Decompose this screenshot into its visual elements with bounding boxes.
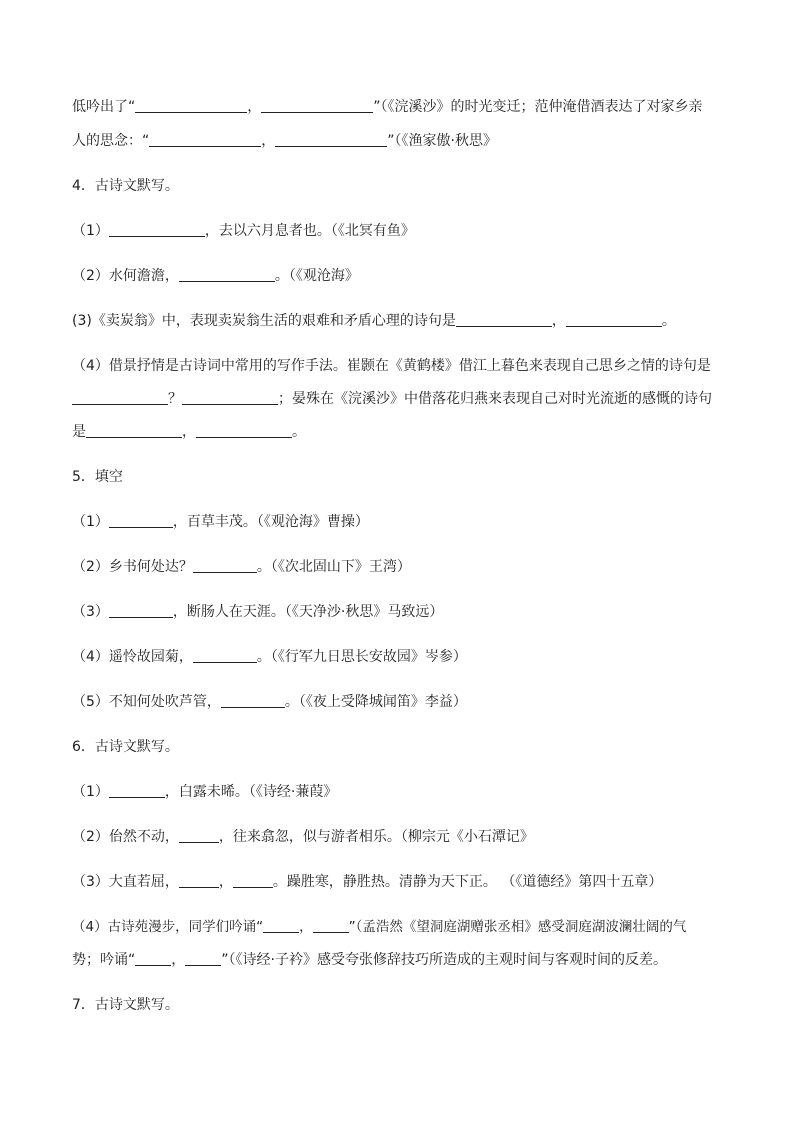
text: 低吟出了“ [72,99,136,115]
answer-blank[interactable] [566,312,662,327]
text: ，白露未晞。（《诗经·蒹葭》 [164,784,338,800]
text: （1） [72,514,109,530]
text: (3)《卖炭翁》中，表现卖炭翁生活的艰难和矛盾心理的诗句是 [72,313,456,329]
text: 。躁胜寒，静胜热。清静为天下正。 （《道德经》第四十五章） [272,874,663,890]
q7-title: 7．古诗文默写。 [72,997,179,1013]
text: （3）大直若屈， [72,874,179,890]
text: ， [218,874,233,890]
text: 。（《次北固山下》王湾） [256,559,411,575]
text: 。（《行军九日思长安故园》岑参） [256,649,467,665]
text: ， [299,919,313,935]
q6-item-2 [72,826,534,848]
answer-blank[interactable] [275,132,387,147]
answer-blank[interactable] [196,423,292,438]
text: ，去以六月息者也。（《北冥有鱼》 [204,223,415,239]
text: 势；吟诵“ [72,952,136,968]
q6-item-4-line-2 [72,949,667,971]
text: （5）不知何处吹芦管， [72,694,221,710]
q5-item-1 [72,511,369,533]
text: 。（《观沧海》 [274,268,359,284]
text: （1） [72,784,109,800]
answer-blank[interactable] [86,423,182,438]
answer-blank[interactable] [109,513,173,528]
text: 是 [72,424,86,440]
text: ， [182,424,196,440]
answer-blank[interactable] [109,222,205,237]
q5-item-2 [72,556,411,578]
text: ， [261,133,276,149]
text: ”（《浣溪沙》的时光变迁；范仲淹借酒表达了对家乡亲 [373,99,703,115]
answer-blank[interactable] [221,693,285,708]
text: （4）古诗苑漫步，同学们吟诵“ [72,919,264,935]
q6-title: 6．古诗文默写。 [72,739,179,755]
text: 人的思念：“ [72,133,150,149]
q5-item-3 [72,601,443,623]
text: ？ [168,391,182,407]
text: ，断肠人在天涯。（《天净沙·秋思》马致远） [172,604,444,620]
q3-line-1 [72,96,703,118]
q4-title: 4．古诗文默写。 [72,178,179,194]
q4-item-3 [72,310,676,332]
text: 。 [292,424,306,440]
q5-title: 5．填空 [72,469,123,485]
text: ”（孟浩然《望洞庭湖赠张丞相》感受洞庭湖波澜壮阔的气 [348,919,687,935]
text: 。 [661,313,676,329]
answer-blank[interactable] [261,98,373,113]
answer-blank[interactable] [72,390,168,405]
text: （2）乡书何处达？ [72,559,193,575]
text: ，百草丰茂。（《观沧海》曹操） [172,514,369,530]
text: ， [551,313,566,329]
answer-blank[interactable] [193,558,257,573]
answer-blank[interactable] [182,390,278,405]
answer-blank[interactable] [233,873,273,888]
q5-item-4 [72,646,467,668]
text: ；晏殊在《浣溪沙》中借落花归燕来表现自己对时光流逝的感慨的诗句 [278,391,712,407]
text: 。（《夜上受降城闻笛》李益） [284,694,467,710]
answer-blank[interactable] [313,918,349,933]
text: （2）佁然不动， [72,829,179,845]
answer-blank[interactable] [185,951,221,966]
answer-blank[interactable] [456,312,552,327]
answer-blank[interactable] [109,603,173,618]
q4-item-4-line-2 [72,388,712,410]
answer-blank[interactable] [193,648,257,663]
answer-blank[interactable] [179,873,219,888]
q4-item-4-line-3 [72,421,306,443]
text: （3） [72,604,109,620]
answer-blank[interactable] [179,267,275,282]
q4-item-1 [72,220,415,242]
q3-line-2 [72,130,497,152]
text: ”（《诗经·子衿》感受夸张修辞技巧所造成的主观时间与客观时间的反差。 [221,952,667,968]
q5-item-5 [72,691,467,713]
answer-blank[interactable] [135,98,247,113]
text: ， [247,99,262,115]
text: （1） [72,223,109,239]
q6-item-1 [72,781,337,803]
q6-item-3 [72,871,662,893]
answer-blank[interactable] [135,951,171,966]
q4-item-2 [72,265,359,287]
text: ，往来翕忽，似与游者相乐。（柳宗元《小石潭记》 [218,829,534,845]
answer-blank[interactable] [263,918,299,933]
answer-blank[interactable] [149,132,261,147]
q6-item-4-line-1 [72,916,686,938]
text: ”（《渔家傲·秋思》 [387,133,497,149]
text: （4）遥怜故园菊， [72,649,193,665]
answer-blank[interactable] [179,828,219,843]
q4-item-4-line-1: （4）借景抒情是古诗词中常用的写作手法。崔颢在《黄鹤楼》借江上暮色来表现自己思乡之情的诗句是 [72,358,711,374]
text: ， [171,952,186,968]
answer-blank[interactable] [109,783,165,798]
text: （2）水何澹澹， [72,268,179,284]
